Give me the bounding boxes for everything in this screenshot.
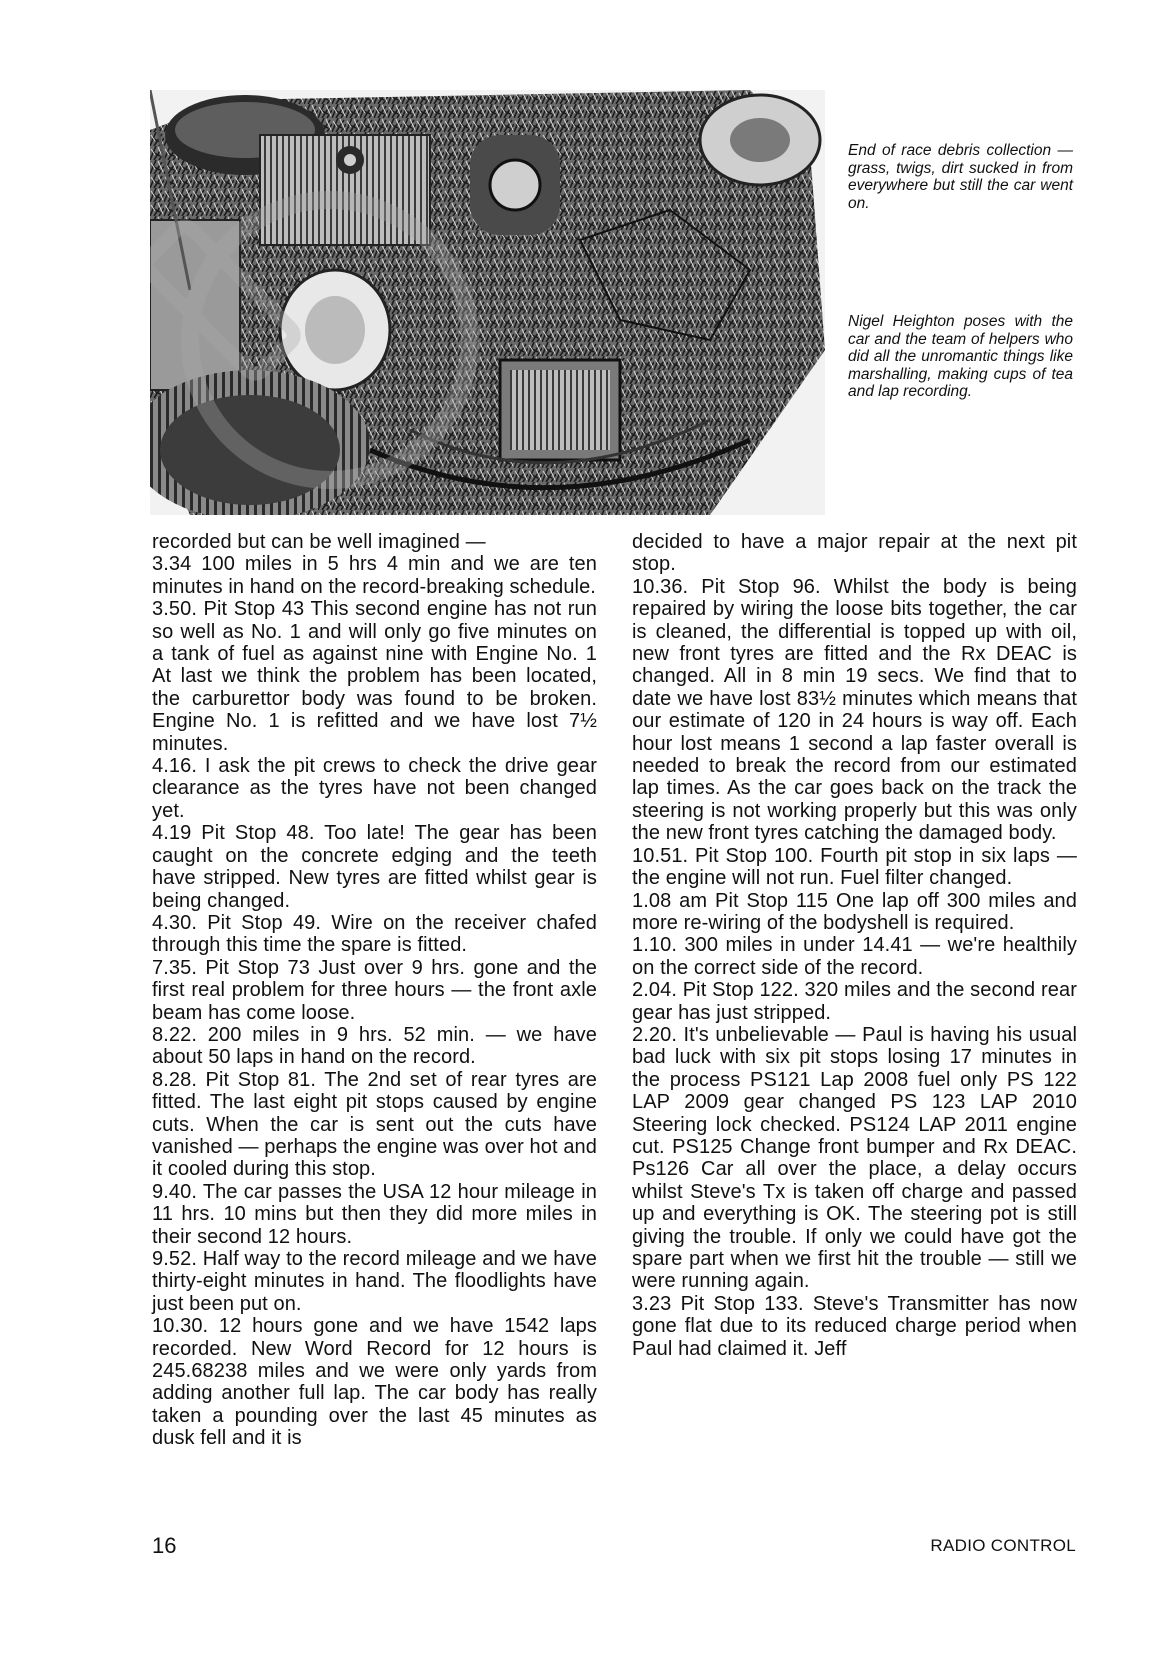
magazine-title: RADIO CONTROL (930, 1536, 1076, 1555)
paragraph: 9.52. Half way to the record mileage and we have thirty-eight minutes in hand. The floodlights have just been put on. (152, 1248, 597, 1315)
paragraph: 8.28. Pit Stop 81. The 2nd set of rear tyres are fitted. The last eight pit stops caused by engine cuts. When the car is sent out the cuts have vanished — perhaps the engine was over hot and it cooled during this stop. (152, 1068, 597, 1181)
paragraph: 4.30. Pit Stop 49. Wire on the receiver chafed through this time the spare is fitted. (152, 911, 597, 957)
paragraph: 1.08 am Pit Stop 115 One lap off 300 miles and more re-wiring of the bodyshell is required. (632, 889, 1077, 934)
photo-caption-debris: End of race debris collection — grass, twigs, dirt sucked in from everywhere but still the car went on. (848, 142, 1073, 212)
paragraph: 4.19 Pit Stop 48. Too late! The gear has been caught on the concrete edging and the teeth have stripped. New tyres are fitted whilst gear is being changed. (152, 822, 597, 912)
page-number: 16 (152, 1533, 177, 1558)
paragraph: decided to have a major repair at the next pit stop. (632, 531, 1077, 576)
paragraph: 2.04. Pit Stop 122. 320 miles and the second rear gear has just stripped. (632, 979, 1077, 1024)
paragraph: 10.30. 12 hours gone and we have 1542 laps recorded. New Word Record for 12 hours is 245.68238 miles and we were only yards from adding another full lap. The car body has really taken a pounding over the last 45 minutes as dusk fell and it is (152, 1315, 597, 1450)
paragraph: 3.34 100 miles in 5 hrs 4 min and we are ten minutes in hand on the record-breaking schedule. (152, 553, 597, 598)
article-column-left (152, 531, 597, 1450)
engine-photo-image (150, 90, 825, 515)
paragraph: 7.35. Pit Stop 73 Just over 9 hrs. gone and the first real problem for three hours — the front axle beam has come loose. (152, 956, 597, 1024)
paragraph: 10.51. Pit Stop 100. Fourth pit stop in six laps — the engine will not run. Fuel filter changed. (632, 844, 1077, 890)
paragraph: 10.36. Pit Stop 96. Whilst the body is being repaired by wiring the loose bits together, the car is cleaned, the differential is topped up with oil, new front tyres are fitted and the Rx DEAC is changed. All in 8 min 19 secs. We find that to date we have lost 83½ minutes which means that our estimate of 120 in 24 hours is way off. Each hour lost means 1 second a lap faster overall is needed to break the record from our estimated lap times. As the car goes back on the track the steering is not working properly but this was only the new front tyres catching the damaged body. (632, 575, 1077, 845)
race-debris-photo (150, 90, 825, 515)
paragraph: 3.50. Pit Stop 43 This second engine has not run so well as No. 1 and will only go five minutes on a tank of fuel as against nine with Engine No. 1 At last we think the problem has been located, the carburettor body was found to be broken. Engine No. 1 is refitted and we have lost 7½ minutes. (152, 598, 597, 755)
paragraph: 9.40. The car passes the USA 12 hour mileage in 11 hrs. 10 mins but then they did more miles in their second 12 hours. (152, 1180, 597, 1248)
paragraph: recorded but can be well imagined — (152, 531, 486, 553)
paragraph: 2.20. It's unbelievable — Paul is having his usual bad luck with six pit stops losing 17 minutes in the process PS121 Lap 2008 fuel only PS 122 LAP 2009 gear changed PS 123 LAP 2010 Steering lock checked. PS124 LAP 2011 engine cut. PS125 Change front bumper and Rx DEAC. Ps126 Car all over the place, a delay occurs whilst Steve's Tx is taken off charge and passed up and everything is OK. The steering pot is still giving the trouble. If only we could have got the spare part when we first hit the trouble — still we were running again. (632, 1023, 1077, 1293)
paragraph: 4.16. I ask the pit crews to check the drive gear clearance as the tyres have not been changed yet. (152, 755, 597, 822)
article-column-right (632, 531, 1077, 1360)
paragraph: 8.22. 200 miles in 9 hrs. 52 min. — we have about 50 laps in hand on the record. (152, 1023, 597, 1069)
paragraph: 3.23 Pit Stop 133. Steve's Transmitter has now gone flat due to its reduced charge period when Paul had claimed it. Jeff (632, 1292, 1077, 1360)
photo-caption-team: Nigel Heighton poses with the car and the team of helpers who did all the unromantic things like marshalling, making cups of tea and lap recording. (848, 313, 1073, 400)
paragraph: 1.10. 300 miles in under 14.41 — we're healthily on the correct side of the record. (632, 934, 1077, 979)
